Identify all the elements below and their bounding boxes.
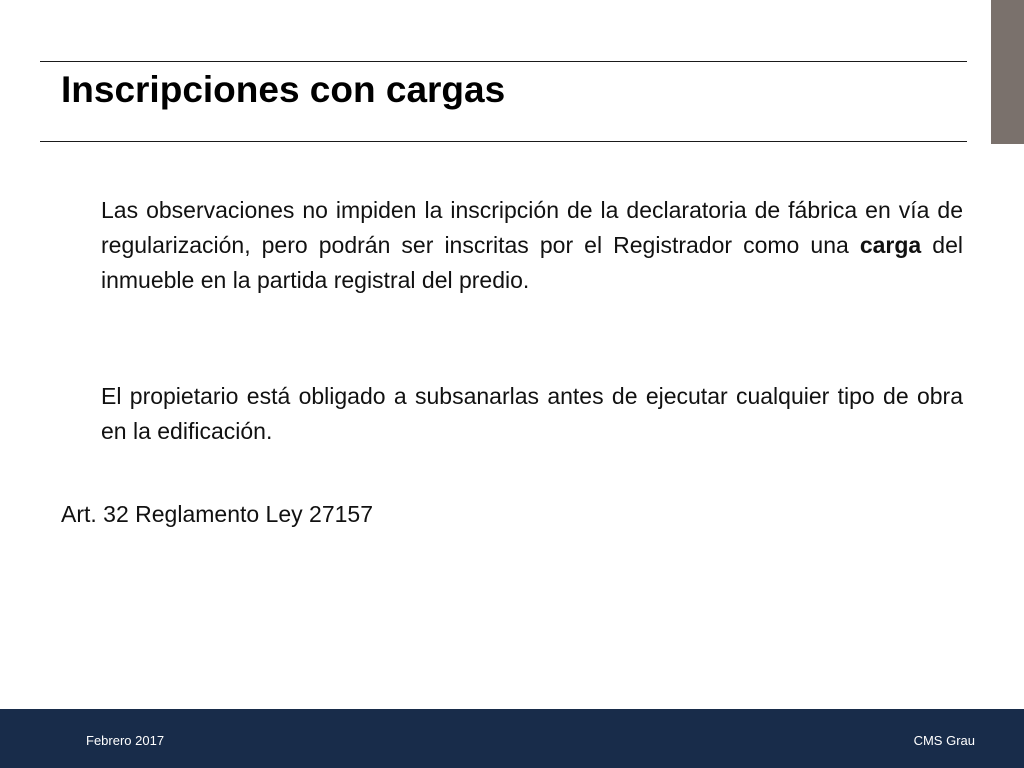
body-paragraph-propietario: El propietario está obligado a subsanarlas antes de ejecutar cualquier tipo de obra en la edificación. — [101, 383, 963, 444]
title-top-rule — [40, 61, 967, 62]
title-bottom-rule — [40, 141, 967, 142]
paragraph-text-before-bold: Las observaciones no impiden la inscripción de la declaratoria de fábrica en vía de regularización, pero podrán ser inscritas por el Registrador como una — [101, 197, 963, 258]
corner-accent-tab — [991, 0, 1024, 144]
footer-date: Febrero 2017 — [86, 733, 165, 748]
legal-citation: Art. 32 Reglamento Ley 27157 — [61, 501, 373, 527]
bold-term-carga: carga — [859, 232, 922, 258]
paragraph-text-after-bold: del inmueble en la partida registral del predio. — [101, 232, 963, 293]
slide-title: Inscripciones con cargas — [61, 69, 506, 110]
body-paragraph-observaciones — [101, 193, 963, 298]
footer-brand: CMS Grau — [913, 733, 975, 748]
footer-bar — [0, 709, 1024, 768]
